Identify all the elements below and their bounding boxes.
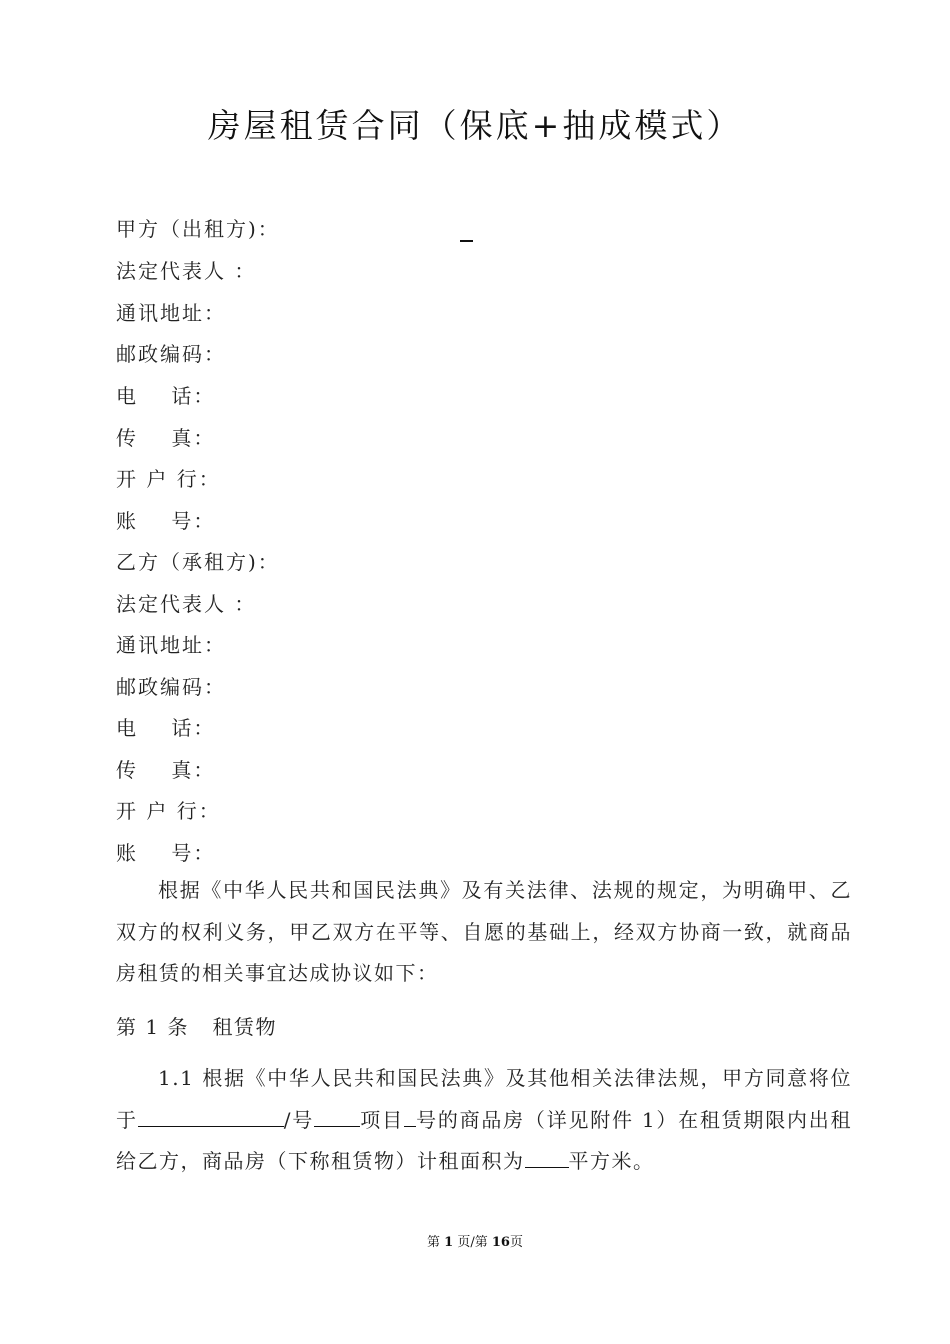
clause-1-1-text-d: 号的商品房（详见附件 1）在租赁期限内出租给乙方，商品房（下称租赁物）计租面积为 [116,1107,852,1173]
party-a-heading: 甲方（出租方)： [116,217,280,241]
party-a-phone: 电 话： [116,384,216,408]
location-blank [138,1106,284,1127]
text-cursor-mark [460,240,473,242]
party-b-phone: 电 话： [116,716,216,740]
party-a-address: 通讯地址： [116,301,226,325]
party-a-bank: 开 户 行： [116,467,221,491]
party-a-account: 账 号： [116,509,216,533]
party-b-heading: 乙方（承租方)： [116,550,280,574]
preamble-paragraph: 根据《中华人民共和国民法典》及有关法律、法规的规定，为明确甲、乙双方的权利义务，甲乙双方在平等、自愿的基础上，经双方协商一致，就商品房租赁的相关事宜达成协议如下： [116,878,852,985]
total-page-number: 16 [491,1235,510,1250]
article-1-heading: 第 1 条 租赁物 [116,1015,278,1039]
document-title: 房屋租赁合同（保底+抽成模式） [207,106,743,145]
clause-1-1 [116,1058,852,1183]
clause-1-1-text-e: 平方米。 [568,1149,655,1173]
footer-middle: 页/第 [457,1235,488,1250]
footer-prefix: 第 [427,1235,441,1250]
party-a-postcode: 邮政编码： [116,342,226,366]
party-b-account: 账 号： [116,841,216,865]
clause-1-1-text-a: 1.1 根据《中华人民共和国民法典》及其他相关法律法规，甲方同意将位于 [116,1066,852,1132]
number-blank [314,1106,360,1127]
footer-suffix: 页 [509,1235,523,1250]
party-b-legal-rep: 法定代表人 ： [116,592,257,616]
party-a-legal-rep: 法定代表人 ： [116,259,257,283]
party-b-bank: 开 户 行： [116,799,221,823]
party-b-address: 通讯地址： [116,633,226,657]
project-number-blank [404,1106,416,1127]
party-a-fax: 传 真： [116,426,216,450]
party-b-postcode: 邮政编码： [116,675,226,699]
area-blank [525,1147,569,1168]
current-page-number: 1 [444,1235,454,1250]
clause-1-1-text-b: /号 [283,1107,315,1132]
page-footer [0,1231,950,1250]
clause-1-1-text-c: 项目 [360,1107,404,1132]
party-b-fax: 传 真： [116,758,216,782]
